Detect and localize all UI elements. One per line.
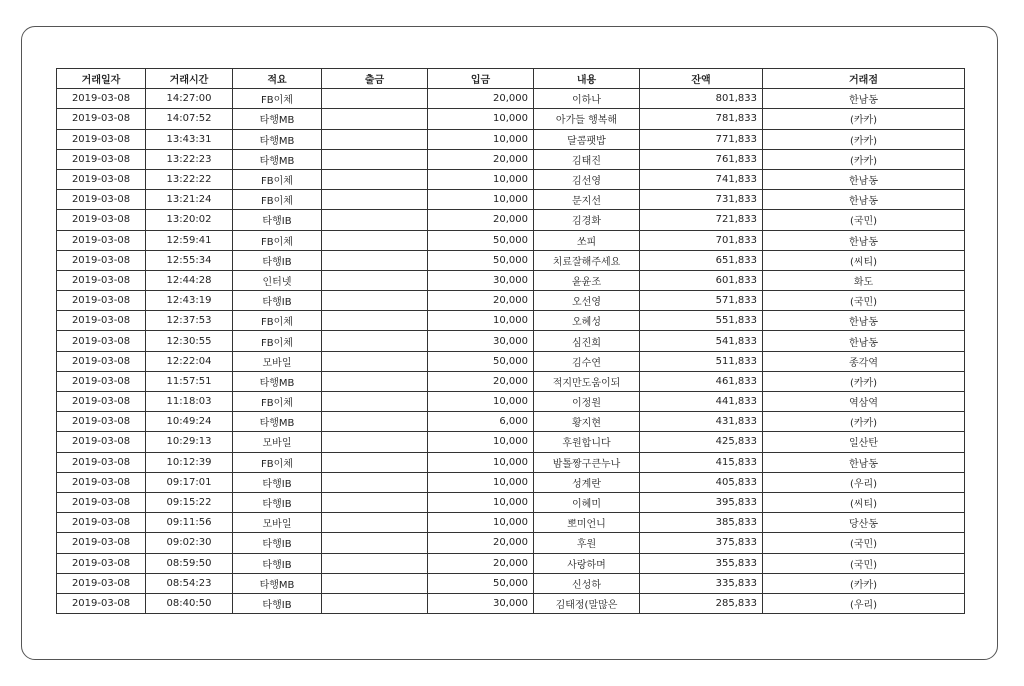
cell-memo: 이혜미 [534,492,640,512]
cell-deposit: 10,000 [428,492,534,512]
cell-branch: 한남동 [763,311,965,331]
cell-deposit: 50,000 [428,230,534,250]
cell-memo: 성계란 [534,472,640,492]
cell-withdrawal [322,331,428,351]
cell-withdrawal [322,412,428,432]
cell-time: 12:55:34 [146,250,233,270]
cell-deposit: 10,000 [428,513,534,533]
cell-date: 2019-03-08 [57,190,146,210]
cell-deposit: 20,000 [428,291,534,311]
cell-description: 타행MB [233,412,322,432]
header-branch: 거래점 [763,69,965,89]
cell-withdrawal [322,230,428,250]
cell-memo: 사랑하며 [534,553,640,573]
cell-branch: (씨티) [763,250,965,270]
cell-description: FB이체 [233,169,322,189]
table-row [57,492,965,512]
cell-deposit: 10,000 [428,169,534,189]
cell-balance: 541,833 [640,331,763,351]
cell-branch: 한남동 [763,331,965,351]
cell-balance: 335,833 [640,573,763,593]
cell-deposit: 20,000 [428,210,534,230]
cell-deposit: 10,000 [428,129,534,149]
cell-branch: 한남동 [763,89,965,109]
table-row [57,412,965,432]
cell-branch: (국민) [763,533,965,553]
cell-time: 11:18:03 [146,392,233,412]
cell-branch: (국민) [763,210,965,230]
cell-deposit: 50,000 [428,351,534,371]
table-row [57,270,965,290]
cell-memo: 달콤팻밥 [534,129,640,149]
cell-memo: 후원합니다 [534,432,640,452]
cell-memo: 김선영 [534,169,640,189]
table-row [57,452,965,472]
cell-branch: (카카) [763,129,965,149]
table-row [57,392,965,412]
cell-branch: 화도 [763,270,965,290]
cell-time: 09:15:22 [146,492,233,512]
table-header-row [57,69,965,89]
cell-description: 타행MB [233,371,322,391]
cell-balance: 385,833 [640,513,763,533]
table-row [57,573,965,593]
cell-withdrawal [322,190,428,210]
cell-description: 타행IB [233,472,322,492]
cell-memo: 오선영 [534,291,640,311]
cell-date: 2019-03-08 [57,452,146,472]
cell-description: 타행MB [233,149,322,169]
cell-time: 10:49:24 [146,412,233,432]
cell-branch: (카카) [763,109,965,129]
cell-deposit: 50,000 [428,250,534,270]
cell-time: 12:44:28 [146,270,233,290]
cell-branch: 일산탄 [763,432,965,452]
cell-balance: 731,833 [640,190,763,210]
cell-balance: 551,833 [640,311,763,331]
cell-deposit: 10,000 [428,472,534,492]
cell-balance: 461,833 [640,371,763,391]
cell-date: 2019-03-08 [57,291,146,311]
header-description: 적요 [233,69,322,89]
cell-time: 13:43:31 [146,129,233,149]
cell-description: 모바일 [233,513,322,533]
cell-deposit: 20,000 [428,89,534,109]
cell-time: 12:37:53 [146,311,233,331]
header-balance: 잔액 [640,69,763,89]
cell-branch: 한남동 [763,190,965,210]
cell-description: 타행MB [233,109,322,129]
table-row [57,190,965,210]
cell-withdrawal [322,533,428,553]
cell-date: 2019-03-08 [57,129,146,149]
cell-date: 2019-03-08 [57,392,146,412]
cell-branch: 종각역 [763,351,965,371]
cell-date: 2019-03-08 [57,513,146,533]
transaction-table [56,68,965,614]
cell-withdrawal [322,432,428,452]
cell-date: 2019-03-08 [57,230,146,250]
cell-memo: 후원 [534,533,640,553]
cell-balance: 415,833 [640,452,763,472]
cell-branch: (카카) [763,412,965,432]
cell-deposit: 6,000 [428,412,534,432]
table-row [57,230,965,250]
cell-deposit: 10,000 [428,190,534,210]
table-row [57,89,965,109]
cell-withdrawal [322,351,428,371]
cell-memo: 윤윤조 [534,270,640,290]
table-row [57,149,965,169]
cell-withdrawal [322,573,428,593]
header-date: 거래일자 [57,69,146,89]
cell-memo: 적지만도움이되 [534,371,640,391]
cell-time: 12:30:55 [146,331,233,351]
cell-deposit: 10,000 [428,452,534,472]
cell-withdrawal [322,472,428,492]
cell-withdrawal [322,149,428,169]
cell-time: 08:59:50 [146,553,233,573]
cell-deposit: 20,000 [428,149,534,169]
cell-description: FB이체 [233,311,322,331]
cell-time: 08:40:50 [146,593,233,613]
cell-withdrawal [322,169,428,189]
cell-deposit: 10,000 [428,109,534,129]
table-row [57,109,965,129]
cell-description: FB이체 [233,190,322,210]
cell-date: 2019-03-08 [57,593,146,613]
cell-branch: (씨티) [763,492,965,512]
cell-description: 타행IB [233,533,322,553]
cell-memo: 심진희 [534,331,640,351]
cell-withdrawal [322,492,428,512]
cell-withdrawal [322,291,428,311]
cell-branch: (카카) [763,573,965,593]
cell-branch: (카카) [763,149,965,169]
table-body [57,89,965,614]
cell-balance: 355,833 [640,553,763,573]
cell-date: 2019-03-08 [57,311,146,331]
cell-branch: 한남동 [763,169,965,189]
cell-date: 2019-03-08 [57,270,146,290]
cell-memo: 황지현 [534,412,640,432]
cell-description: 타행MB [233,573,322,593]
cell-date: 2019-03-08 [57,533,146,553]
cell-branch: (우리) [763,472,965,492]
cell-description: FB이체 [233,89,322,109]
cell-withdrawal [322,270,428,290]
cell-branch: 한남동 [763,230,965,250]
cell-memo: 김경화 [534,210,640,230]
table-row [57,291,965,311]
cell-memo: 김수연 [534,351,640,371]
cell-balance: 285,833 [640,593,763,613]
cell-branch: (우리) [763,593,965,613]
cell-date: 2019-03-08 [57,573,146,593]
cell-memo: 이정원 [534,392,640,412]
cell-description: 타행IB [233,250,322,270]
cell-branch: (카카) [763,371,965,391]
cell-balance: 651,833 [640,250,763,270]
cell-withdrawal [322,210,428,230]
cell-withdrawal [322,452,428,472]
cell-date: 2019-03-08 [57,351,146,371]
cell-time: 09:02:30 [146,533,233,553]
cell-branch: (국민) [763,553,965,573]
cell-memo: 오혜성 [534,311,640,331]
cell-date: 2019-03-08 [57,472,146,492]
table-row [57,331,965,351]
cell-time: 12:22:04 [146,351,233,371]
cell-deposit: 30,000 [428,593,534,613]
cell-description: 타행IB [233,593,322,613]
cell-memo: 김태진 [534,149,640,169]
cell-description: 모바일 [233,351,322,371]
header-withdrawal: 출금 [322,69,428,89]
cell-time: 14:27:00 [146,89,233,109]
cell-description: 타행IB [233,492,322,512]
cell-description: FB이체 [233,331,322,351]
cell-balance: 375,833 [640,533,763,553]
cell-deposit: 30,000 [428,270,534,290]
cell-withdrawal [322,371,428,391]
cell-date: 2019-03-08 [57,412,146,432]
cell-memo: 신성하 [534,573,640,593]
cell-description: FB이체 [233,392,322,412]
cell-description: 타행MB [233,129,322,149]
cell-withdrawal [322,392,428,412]
table-row [57,169,965,189]
cell-memo: 치료잘해주세요 [534,250,640,270]
cell-deposit: 10,000 [428,392,534,412]
table-row [57,432,965,452]
cell-withdrawal [322,129,428,149]
cell-withdrawal [322,311,428,331]
cell-date: 2019-03-08 [57,109,146,129]
cell-withdrawal [322,513,428,533]
cell-withdrawal [322,593,428,613]
cell-time: 14:07:52 [146,109,233,129]
cell-time: 09:11:56 [146,513,233,533]
cell-balance: 431,833 [640,412,763,432]
cell-time: 13:22:22 [146,169,233,189]
cell-branch: 당산동 [763,513,965,533]
header-deposit: 입금 [428,69,534,89]
cell-balance: 781,833 [640,109,763,129]
cell-time: 10:29:13 [146,432,233,452]
cell-memo: 문지선 [534,190,640,210]
cell-balance: 701,833 [640,230,763,250]
cell-deposit: 20,000 [428,553,534,573]
cell-deposit: 50,000 [428,573,534,593]
cell-description: 타행IB [233,291,322,311]
table-row [57,351,965,371]
cell-balance: 721,833 [640,210,763,230]
cell-time: 08:54:23 [146,573,233,593]
cell-date: 2019-03-08 [57,371,146,391]
cell-date: 2019-03-08 [57,210,146,230]
cell-branch: 한남동 [763,452,965,472]
cell-date: 2019-03-08 [57,553,146,573]
cell-time: 13:20:02 [146,210,233,230]
table-row [57,593,965,613]
table-row [57,371,965,391]
cell-time: 10:12:39 [146,452,233,472]
cell-time: 12:43:19 [146,291,233,311]
cell-deposit: 20,000 [428,533,534,553]
cell-deposit: 20,000 [428,371,534,391]
cell-balance: 601,833 [640,270,763,290]
cell-balance: 801,833 [640,89,763,109]
cell-balance: 405,833 [640,472,763,492]
cell-withdrawal [322,109,428,129]
cell-withdrawal [322,553,428,573]
cell-deposit: 30,000 [428,331,534,351]
cell-balance: 761,833 [640,149,763,169]
cell-description: 타행IB [233,553,322,573]
cell-memo: 뽀미언니 [534,513,640,533]
cell-balance: 771,833 [640,129,763,149]
table-row [57,129,965,149]
table-row [57,553,965,573]
table-row [57,311,965,331]
cell-branch: (국민) [763,291,965,311]
cell-memo: 쏘피 [534,230,640,250]
cell-description: 모바일 [233,432,322,452]
table-row [57,250,965,270]
cell-memo: 김태정(말많은 [534,593,640,613]
cell-description: FB이체 [233,230,322,250]
cell-date: 2019-03-08 [57,89,146,109]
table-row [57,472,965,492]
cell-balance: 395,833 [640,492,763,512]
cell-balance: 425,833 [640,432,763,452]
table-row [57,210,965,230]
cell-date: 2019-03-08 [57,331,146,351]
cell-memo: 이하나 [534,89,640,109]
cell-description: FB이체 [233,452,322,472]
cell-date: 2019-03-08 [57,149,146,169]
cell-time: 09:17:01 [146,472,233,492]
cell-date: 2019-03-08 [57,432,146,452]
cell-date: 2019-03-08 [57,250,146,270]
cell-balance: 511,833 [640,351,763,371]
cell-date: 2019-03-08 [57,169,146,189]
cell-time: 12:59:41 [146,230,233,250]
cell-description: 타행IB [233,210,322,230]
cell-balance: 441,833 [640,392,763,412]
cell-time: 11:57:51 [146,371,233,391]
table-row [57,533,965,553]
cell-withdrawal [322,250,428,270]
cell-date: 2019-03-08 [57,492,146,512]
cell-time: 13:21:24 [146,190,233,210]
cell-balance: 741,833 [640,169,763,189]
cell-description: 인터넷 [233,270,322,290]
cell-deposit: 10,000 [428,311,534,331]
cell-memo: 아가들 행복해 [534,109,640,129]
cell-deposit: 10,000 [428,432,534,452]
cell-memo: 밤톨짱구큰누나 [534,452,640,472]
table-row [57,513,965,533]
cell-branch: 역삼역 [763,392,965,412]
header-time: 거래시간 [146,69,233,89]
cell-withdrawal [322,89,428,109]
cell-balance: 571,833 [640,291,763,311]
cell-time: 13:22:23 [146,149,233,169]
header-memo: 내용 [534,69,640,89]
